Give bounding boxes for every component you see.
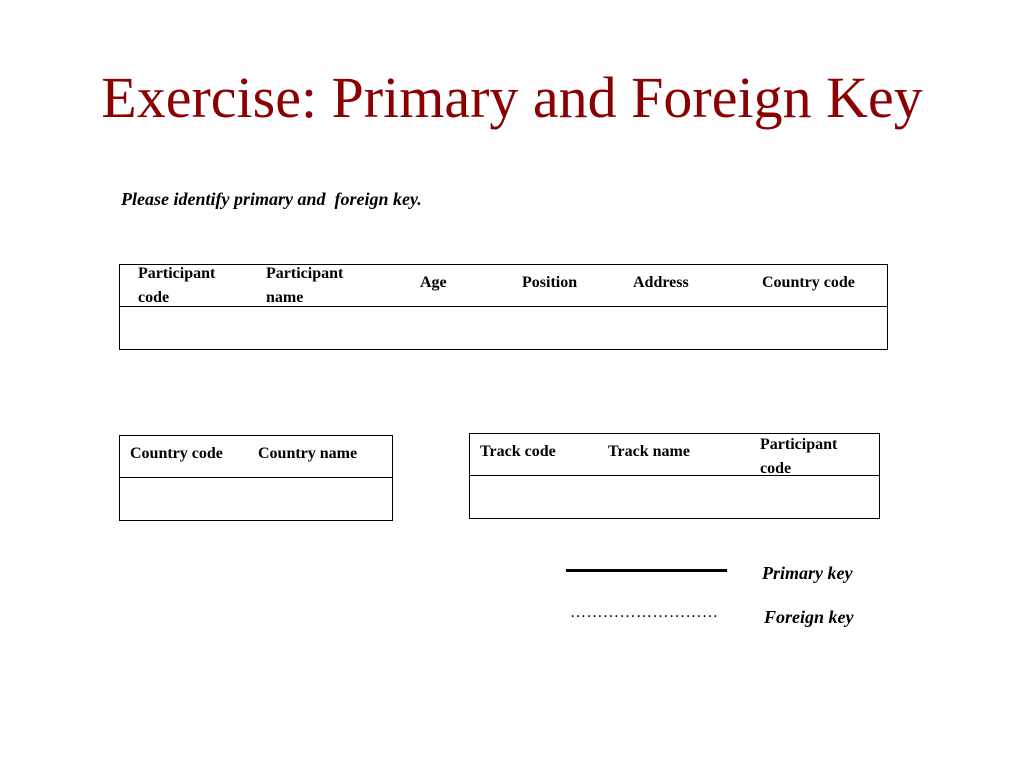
column-track-name: Track name (608, 443, 690, 460)
column-address: Address (633, 274, 689, 291)
column-participant-code: Participant code (760, 436, 838, 477)
column-age: Age (420, 274, 447, 291)
column-participant-code: Participant code (138, 265, 216, 306)
column-country-code: Country code (130, 445, 223, 462)
column-country-code: Country code (762, 274, 855, 291)
slide-title: Exercise: Primary and Foreign Key (101, 65, 923, 130)
column-country-name: Country name (258, 445, 358, 462)
column-position: Position (522, 274, 578, 291)
foreign-key-line: ……………………… (570, 604, 719, 621)
header-divider (120, 306, 887, 307)
column-track-code: Track code (480, 443, 556, 460)
column-participant-name: Participant name (266, 265, 344, 306)
foreign-key-label: Foreign key (764, 607, 854, 627)
header-divider (120, 477, 392, 478)
primary-key-label: Primary key (762, 563, 853, 583)
primary-key-line (566, 569, 727, 572)
instruction-text: Please identify primary and foreign key. (121, 189, 422, 209)
